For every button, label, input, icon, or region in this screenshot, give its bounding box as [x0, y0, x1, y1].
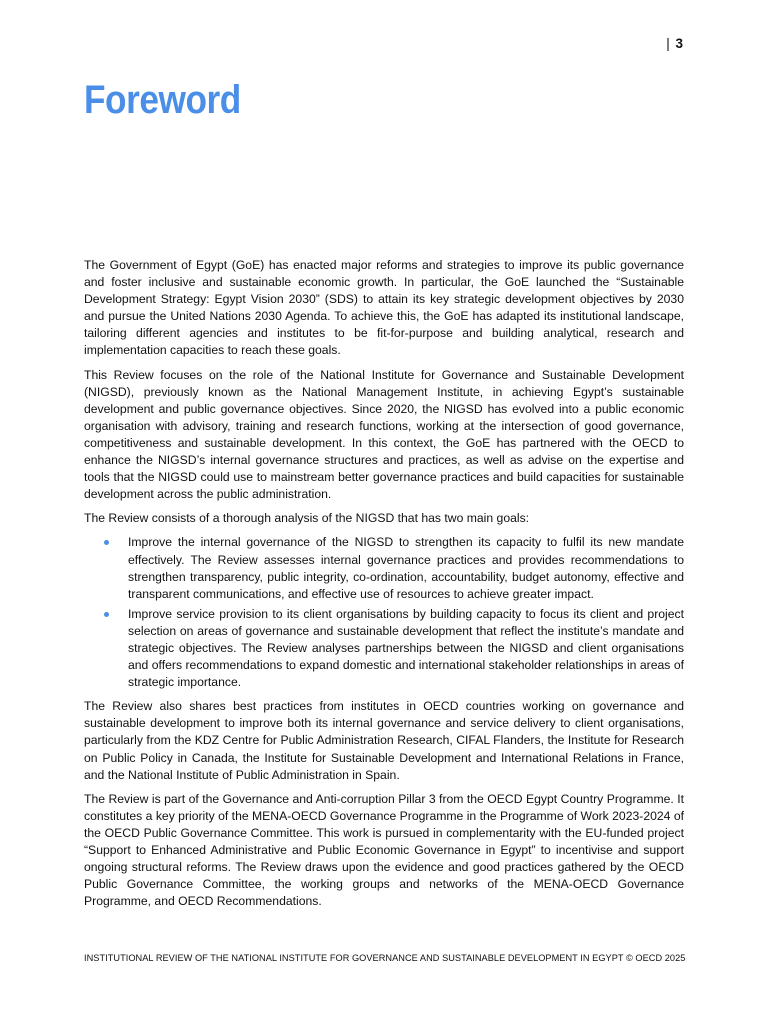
paragraph-best-practices: The Review also shares best practices from institutes in OECD countries working on governance and sustainable development to improve both its internal governance and service delivery to client organisations, particularly from the KDZ Centre for Public Administration Research, CIFAL Flanders, the Institute for Research on Public Policy in Canada, the Institute for Sustainable Development and International Relations in France, and the National Institute of Public Administration in Spain. — [84, 699, 684, 782]
paragraph-goals-lead: The Review consists of a thorough analysis of the NIGSD that has two main goals: — [84, 511, 530, 526]
list-item-text: Improve the internal governance of the NIGSD to strengthen its capacity to fulfil its new mandate effectively. The Review assesses internal governance practices and provides recommendations to strengthen transparency, public integrity, co-ordination, accountability, budget autonomy, effective and transparent communications, and effective use of resources to achieve greater impact. — [128, 535, 684, 601]
bullet-icon — [104, 540, 109, 545]
page-number — [666, 36, 683, 51]
page-number-value: 3 — [675, 36, 683, 51]
page-footer: INSTITUTIONAL REVIEW OF THE NATIONAL INSTITUTE FOR GOVERNANCE AND SUSTAINABLE DEVELOPMENT IN EGYPT © OECD 2025 — [84, 953, 686, 963]
paragraph-review-focus: This Review focuses on the role of the National Institute for Governance and Sustainable Development (NIGSD), previously known as the National Management Institute, in achieving Egypt’s sustainable development and public governance objectives. Since 2020, the NIGSD has evolved into a public economic organisation with advisory, training and research functions, working at the intersection of good governance, competitiveness and sustainable development. In this context, the GoE has partnered with the OECD to enhance the NIGSD’s internal governance structures and practices, as well as advise on the expertise and tools that the NIGSD could use to mainstream better governance practices and build capacities for sustainable development across the public administration. — [84, 367, 684, 502]
page-number-separator: | — [666, 36, 670, 51]
goals-list — [84, 534, 684, 691]
bullet-icon — [104, 612, 109, 617]
paragraph-intro: The Government of Egypt (GoE) has enacted major reforms and strategies to improve its public governance and foster inclusive and sustainable economic growth. In particular, the GoE launched the “Sustainable Development Strategy: Egypt Vision 2030” (SDS) to attain its key strategic development objectives by 2030 and pursue the United Nations 2030 Agenda. To achieve this, the GoE has adapted its institutional landscape, tailoring different agencies and institutes to be fit-for-purpose and building analytical, research and implementation capacities to reach these goals. — [84, 258, 684, 358]
list-item — [128, 606, 684, 691]
list-item-text: Improve service provision to its client organisations by building capacity to focus its client and project selection on areas of governance and sustainable development that reflect the institute’s mandate and strategic objectives. The Review analyses partnerships between the NIGSD and client organisations and offers recommendations to expand domestic and international stakeholder relationships in areas of strategic importance. — [128, 606, 684, 690]
foreword-body — [84, 257, 684, 917]
page-title: Foreword — [84, 78, 241, 122]
list-item — [128, 534, 684, 602]
paragraph-programme: The Review is part of the Governance and Anti-corruption Pillar 3 from the OECD Egypt Country Programme. It constitutes a key priority of the MENA-OECD Governance Programme in the Programme of Work 2023-2024 of the OECD Public Governance Committee. This work is pursued in complementarity with the EU-funded project “Support to Enhanced Administrative and Public Economic Governance in Egypt” to incentivise and support ongoing structural reforms. The Review draws upon the evidence and good practices gathered by the OECD Public Governance Committee, the working groups and networks of the MENA-OECD Governance Programme, and OECD Recommendations. — [84, 791, 684, 909]
